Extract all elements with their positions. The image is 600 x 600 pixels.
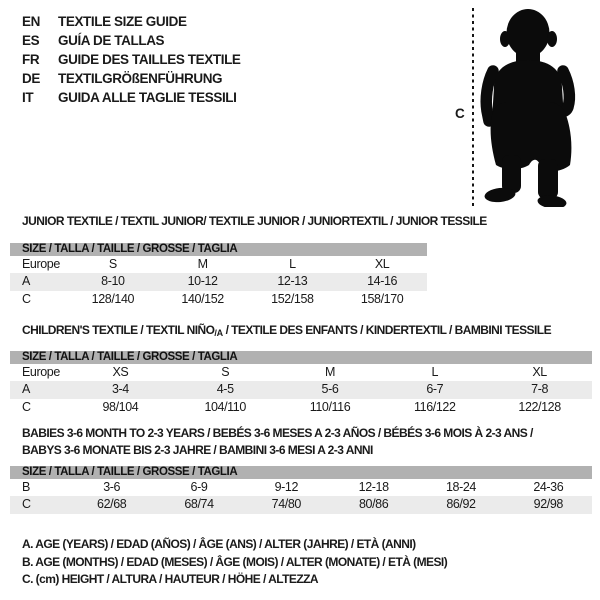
- section-title: [22, 323, 592, 340]
- section-title: [22, 425, 592, 458]
- lang-row-en: [22, 12, 241, 31]
- table-cell: 86/92: [446, 497, 476, 512]
- table-cell: 3-6: [103, 480, 121, 494]
- table-cell: S: [221, 365, 230, 379]
- lang-row-fr: [22, 50, 241, 69]
- table-cell: 110/116: [309, 399, 351, 414]
- table-cell: 12-18: [358, 480, 389, 494]
- table-cell: 7-8: [531, 382, 549, 397]
- language-title-list: [22, 12, 241, 107]
- table-cell: 98/104: [102, 399, 139, 414]
- table-cell: M: [197, 257, 208, 271]
- lang-code: IT: [22, 90, 34, 105]
- row-label: Europe: [22, 365, 60, 379]
- section-babies-textile: [10, 425, 592, 514]
- table-row: [10, 256, 427, 273]
- table-cell: 128/140: [91, 291, 135, 306]
- toddler-silhouette-icon: [478, 7, 590, 207]
- table-row: [10, 273, 427, 290]
- table-cell: 104/110: [204, 399, 246, 414]
- table-cell: 14-16: [367, 274, 398, 289]
- table-cell: XS: [112, 365, 129, 379]
- footnote-a: A. AGE (YEARS) / EDAD (AÑOS) / ÂGE (ANS) / ALTER (JAHRE) / ETÀ (ANNI): [22, 537, 416, 551]
- children-size-table: [10, 351, 592, 416]
- table-cell: M: [324, 365, 335, 379]
- table-cell: 140/152: [181, 291, 224, 306]
- junior-size-table: [10, 243, 427, 308]
- table-cell: 68/74: [184, 497, 214, 512]
- lang-code: FR: [22, 52, 40, 67]
- table-row: [10, 291, 427, 308]
- section-children-textile: [10, 323, 592, 416]
- title-line-1: BABIES 3-6 MONTH TO 2-3 YEARS / BEBÉS 3-6 MESES A 2-3 AÑOS / BÉBÉS 3-6 MOIS À 2-3 ANS /: [22, 426, 533, 440]
- table-cell: 92/98: [533, 497, 563, 512]
- table-cell: 6-9: [190, 480, 208, 494]
- table-header: SIZE / TALLA / TAILLE / GRÖSSE / TAGLIA: [10, 351, 592, 364]
- row-label: C: [22, 291, 31, 306]
- section-junior-textile: [10, 214, 487, 308]
- lang-title: GUIDE DES TAILLES TEXTILE: [58, 52, 241, 67]
- lang-row-es: [22, 31, 241, 50]
- footnote-c: C. (cm) HEIGHT / ALTURA / HAUTEUR / HÖHE / ALTEZZA: [22, 572, 319, 586]
- height-measure-label: C: [455, 106, 465, 121]
- table-body: [10, 256, 427, 308]
- table-body: [10, 479, 592, 514]
- table-header: SIZE / TALLA / TAILLE / GRÖSSE / TAGLIA: [10, 243, 427, 256]
- table-cell: 18-24: [445, 480, 476, 494]
- table-cell: XL: [532, 365, 547, 379]
- row-label: Europe: [22, 257, 60, 271]
- table-cell: S: [108, 257, 117, 271]
- table-row: [10, 496, 592, 513]
- lang-title: GUÍA DE TALLAS: [58, 33, 165, 48]
- lang-code: EN: [22, 14, 40, 29]
- table-cell: 12-13: [277, 274, 308, 289]
- table-cell: 3-4: [111, 382, 129, 397]
- table-cell: 152/158: [271, 291, 314, 306]
- table-cell: 4-5: [216, 382, 234, 397]
- table-cell: L: [289, 257, 296, 271]
- table-row: [10, 479, 592, 496]
- table-cell: 10-12: [187, 274, 218, 289]
- table-row: [10, 399, 592, 416]
- table-cell: L: [431, 365, 439, 379]
- table-cell: 8-10: [101, 274, 125, 289]
- row-label: A: [22, 274, 30, 289]
- table-body: [10, 364, 592, 416]
- title-line-2: BABYS 3-6 MONATE BIS 2-3 JAHRE / BAMBINI 3-6 MESI A 2-3 ANNI: [22, 442, 373, 457]
- table-row: [10, 381, 592, 398]
- table-cell: 24-36: [533, 480, 564, 494]
- table-header: SIZE / TALLA / TAILLE / GRÖSSE / TAGLIA: [10, 466, 592, 479]
- table-cell: 74/80: [271, 497, 301, 512]
- table-cell: 6-7: [426, 382, 444, 397]
- row-label: A: [22, 382, 30, 397]
- row-label: C: [22, 497, 31, 512]
- row-label: C: [22, 399, 31, 414]
- table-row: [10, 364, 592, 381]
- lang-title: TEXTILGRÖßENFÜHRUNG: [58, 71, 223, 86]
- row-label: B: [22, 480, 30, 494]
- table-cell: 116/122: [414, 399, 456, 414]
- lang-title: TEXTILE SIZE GUIDE: [58, 14, 187, 29]
- table-cell: 9-12: [274, 480, 299, 494]
- table-cell: 5-6: [321, 382, 339, 397]
- table-cell: 158/170: [360, 291, 404, 306]
- babies-size-table: [10, 466, 592, 514]
- title-subscript: /A: [214, 328, 223, 338]
- table-cell: 62/68: [97, 497, 127, 512]
- lang-row-de: [22, 69, 241, 88]
- lang-code: DE: [22, 71, 40, 86]
- lang-code: ES: [22, 33, 40, 48]
- table-cell: 122/128: [518, 399, 561, 414]
- table-cell: XL: [374, 257, 390, 271]
- title-text: CHILDREN'S TEXTILE / TEXTIL NIÑO: [22, 323, 215, 337]
- lang-title: GUIDA ALLE TAGLIE TESSILI: [58, 90, 237, 105]
- footnotes: [22, 536, 447, 589]
- title-text: / TEXTILE DES ENFANTS / KINDERTEXTIL / BAMBINI TESSILE: [222, 323, 552, 337]
- table-cell: 80/86: [359, 497, 389, 512]
- footnote-b: B. AGE (MONTHS) / EDAD (MESES) / ÂGE (MOIS) / ALTER (MONATE) / ETÀ (MESI): [22, 554, 448, 569]
- height-measure-dashed-line: [472, 8, 474, 208]
- section-title: JUNIOR TEXTILE / TEXTIL JUNIOR/ TEXTILE JUNIOR / JUNIORTEXTIL / JUNIOR TESSILE: [22, 214, 487, 228]
- lang-row-it: [22, 88, 241, 107]
